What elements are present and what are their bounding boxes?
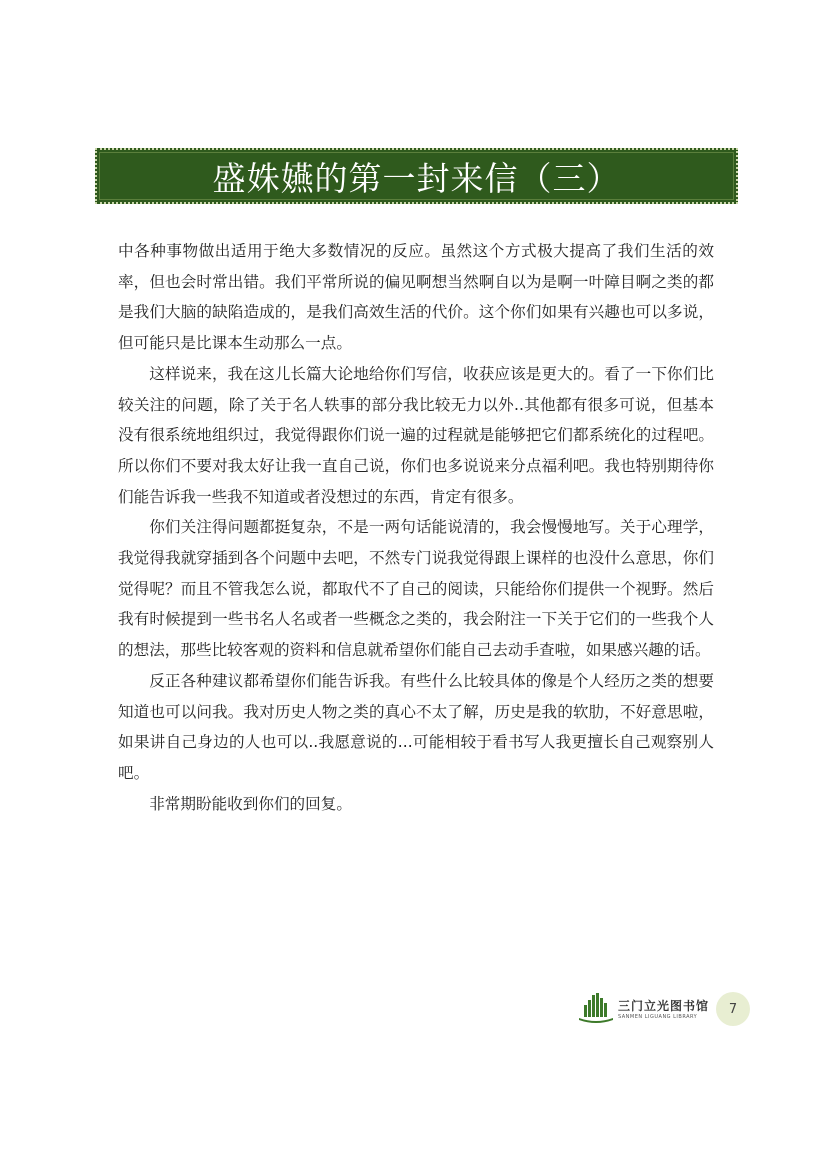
paragraph-2: 这样说来，我在这儿长篇大论地给你们写信，收获应该是更大的。看了一下你们比较关注的问题，除了关于名人轶事的部分我比较无力以外..其他都有很多可说，但基本没有很系统地组织过，我觉得跟你们说一遍的过程就是能够把它们都系统化的过程吧。所以你们不要对我太好让我一直自己说，你们也多说说来分点福利吧。我也特别期待你们能告诉我一些我不知道或者没想过的东西，肯定有很多。 bbox=[118, 364, 714, 506]
paragraph-3: 你们关注得问题都挺复杂，不是一两句话能说清的，我会慢慢地写。关于心理学，我觉得我就穿插到各个问题中去吧，不然专门说我觉得跟上课样的也没什么意思，你们觉得呢？而且不管我怎么说，都取代不了自己的阅读，只能给你们提供一个视野。然后我有时候提到一些书名人名或者一些概念之类的，我会附注一下关于它们的一些我个人的想法，那些比较客观的资料和信息就希望你们能自己去动手查啦，如果感兴趣的话。 bbox=[118, 518, 714, 660]
title-banner bbox=[95, 148, 738, 204]
paragraph-5: 非常期盼能收到你们的回复。 bbox=[149, 794, 352, 813]
page-number: 7 bbox=[716, 992, 750, 1026]
library-logo bbox=[578, 991, 709, 1025]
paragraph-1: 中各种事物做出适用于绝大多数情况的反应。虽然这个方式极大提高了我们生活的效率，但也会时常出错。我们平常所说的偏见啊想当然啊自以为是啊一叶障目啊之类的都是我们大脑的缺陷造成的，是我们高效生活的代价。这个你们如果有兴趣也可以多说，但可能只是比课本生动那么一点。 bbox=[118, 242, 714, 353]
page-title: 盛姝嬿的第一封来信（三） bbox=[212, 158, 621, 198]
paragraph-4: 反正各种建议都希望你们能告诉我。有些什么比较具体的像是个人经历之类的想要知道也可以问我。我对历史人物之类的真心不太了解，历史是我的软肋，不好意思啦，如果讲自己身边的人也可以..我愿意说的...可能相较于看书写人我更擅长自己观察别人吧。 bbox=[118, 671, 714, 782]
logo-chinese-name: 三门立光图书馆 bbox=[618, 998, 710, 1013]
library-books-icon bbox=[578, 991, 614, 1025]
logo-english-name: SANMEN LIGUANG LIBRARY bbox=[618, 1013, 698, 1020]
letter-body bbox=[118, 236, 714, 819]
